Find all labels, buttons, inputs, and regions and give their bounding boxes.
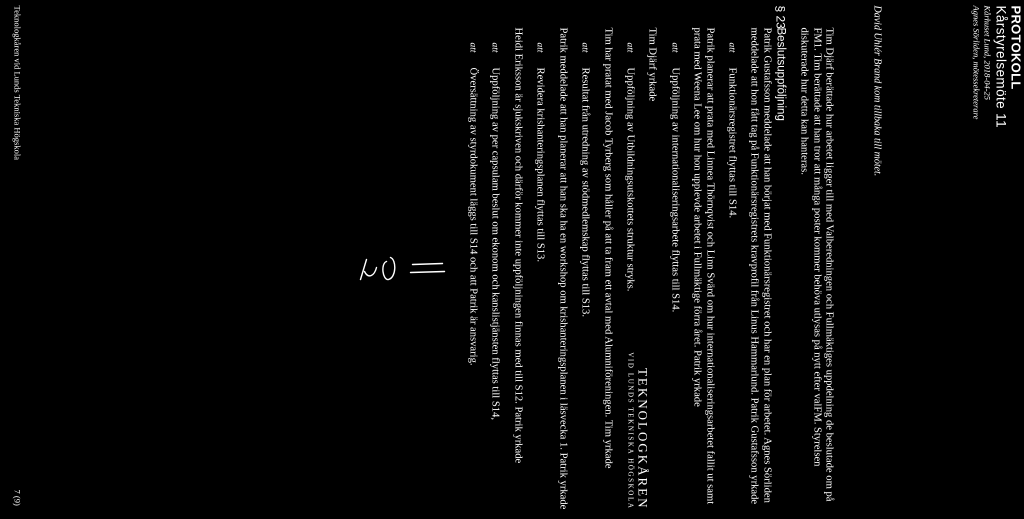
section-title: Beslutsuppföljning [774, 27, 787, 121]
att-marker: att [490, 42, 500, 53]
att-marker: att [726, 42, 737, 53]
organization-subtitle: VID LUNDS TEKNISKA HÖGSKOLA [626, 352, 635, 510]
paragraph: Tim har pratat med Jacob Tyrberg som håller på att ta fram ett avtal med Alumniföreningen. Tim yrkade [602, 27, 614, 469]
motion-item: att Uppföljning av internationaliseringsarbete flyttas till S14. [668, 28, 680, 514]
att-marker: att [534, 42, 545, 53]
footer-organization: Teknologkåren vid Lunds Tekniska Högskola [12, 5, 23, 160]
motion-item: att Resultat från utredning av stödmedlemskap flyttas till S13. [578, 28, 590, 514]
att-marker: att [467, 42, 478, 53]
page-number: 7 (9) [12, 489, 23, 506]
att-marker: att [624, 42, 635, 53]
section-heading [773, 5, 788, 514]
organization-name: TEKNOLOGKÅREN [635, 367, 651, 510]
document-title: Kårstyrelsemöte 11 [993, 5, 1009, 128]
paragraph-funktionarsregister: Patrik Gustafsson meddelade att han börjat med Funktionärsregistret och har en plan för arbetet. Agnes Sörliden meddelade att hon fått tag på Funktionärsregistrets kravprofil från Linus Hammarlund. Patrik Gustafsson yrkade [748, 27, 773, 505]
document-type: PROTOKOLL [1008, 5, 1024, 90]
paragraph: Patrik planerar att prata med Linnea Thörnqvist och Linn Svärd om hur internationaliseringsarbetet fallit ut samt prata med Weena Lee om hur hon upplevde arbetet i Fullmäktige förra året. Patrik yrkade [691, 27, 716, 505]
motion-item: att Funktionärsregistret flyttas till S14. [725, 28, 737, 514]
motion-item: att Översättning av styrdokument läggs till S14 och att Patrik är ansvarig. [466, 28, 478, 514]
motion-item: att Revidera krishanteringsplanen flyttas till S13. [533, 28, 545, 514]
section-number: § 23 [773, 5, 788, 29]
document-body [456, 5, 835, 514]
paragraph: Patrik meddelade att han planerar att han ska ha en workshop om krishanteringsplanen i läsvecka 1. Patrik yrkade [557, 27, 569, 510]
handwritten-initials [355, 250, 455, 290]
paragraph: Tim Djärf yrkade [646, 27, 658, 102]
motion-item: att Uppföljning av per capsulam beslut om ekonom och kanslistjänsten flyttas till S14, [489, 28, 501, 514]
att-marker: att [579, 42, 590, 53]
paragraph-valberedning: Tim Djärf berättade hur arbetet ligger till med Valberedningen och Fullmäktiges uppdelning de beslutade om på FM1. Tim berättade att han tror att många poster kommer behöva utlysas på nytt efter valFM. Styrelsen diskuterade hur detta kan hanteras. [798, 27, 835, 502]
att-marker: att [669, 42, 680, 53]
meeting-secretary: Agnes Sörliden, mötessekreterare [971, 5, 982, 120]
meeting-location-date: Kårhuset Lund, 2018-04-25 [982, 5, 993, 101]
join-note: David Uhlér Brand kom tillbaka till mötet. [871, 5, 883, 177]
document-page [1, 0, 1024, 519]
document-header [971, 6, 1023, 129]
motion-item: att Uppföljning av Utbildningsutskottets struktur stryks. [623, 28, 635, 514]
paragraph: Heidi Eriksson är sjukskriven och därför kommer inte uppföljningen finnas med till S12. Patrik yrkade [512, 27, 524, 464]
